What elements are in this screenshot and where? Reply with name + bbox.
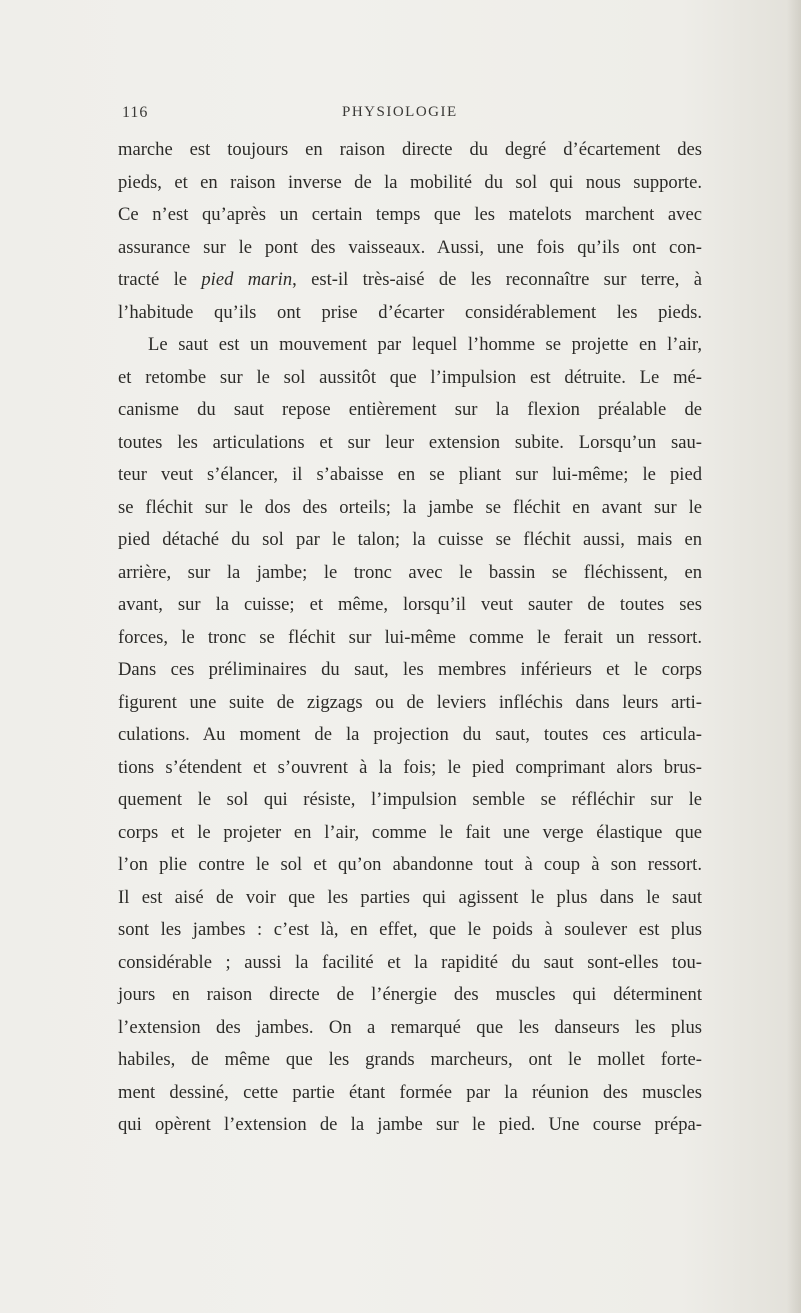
- text-line: jours en raison directe de l’énergie des muscles qui déterminent: [118, 984, 702, 1005]
- text-line: figurent une suite de zigzags ou de leviers infléchis dans leurs arti-: [118, 691, 702, 713]
- page-number: 116: [122, 104, 149, 121]
- text-line: qui opèrent l’extension de la jambe sur le pied. Une course prépa-: [118, 1114, 702, 1135]
- text-line: considérable ; aussi la facilité et la rapidité du saut sont-elles tou-: [118, 951, 702, 973]
- page-header: [122, 100, 682, 128]
- text-line: Il est aisé de voir que les parties qui agissent le plus dans le saut: [118, 886, 702, 908]
- text-line: pied détaché du sol par le talon; la cuisse se fléchit aussi, mais en: [118, 529, 702, 550]
- running-title: PHYSIOLOGIE: [342, 104, 458, 120]
- text-line: l’habitude qu’ils ont prise d’écarter considérablement les pieds.: [118, 301, 702, 323]
- text-line: l’extension des jambes. On a remarqué que les danseurs les plus: [118, 1016, 702, 1038]
- text-segment: , est-il très-aisé de les reconnaître sur terre, à: [292, 269, 702, 290]
- text-line: [118, 264, 702, 297]
- text-line: corps et le projeter en l’air, comme le fait une verge élastique que: [118, 821, 702, 843]
- text-line: toutes les articulations et sur leur extension subite. Lorsqu’un sau-: [118, 431, 702, 453]
- italic-term: pied marin: [201, 269, 293, 290]
- text-line: et retombe sur le sol aussitôt que l’impulsion est détruite. Le mé-: [118, 366, 702, 388]
- page-edge-shadow: [787, 0, 801, 1313]
- text-line: pieds, et en raison inverse de la mobilité du sol qui nous supporte.: [118, 171, 702, 193]
- text-line: tions s’étendent et s’ouvrent à la fois; le pied comprimant alors brus-: [118, 756, 702, 778]
- text-line: se fléchit sur le dos des orteils; la jambe se fléchit en avant sur le: [118, 496, 702, 518]
- text-segment: tracté le: [118, 269, 202, 290]
- text-line: culations. Au moment de la projection du saut, toutes ces articula-: [118, 724, 702, 745]
- text-line: sont les jambes : c’est là, en effet, que le poids à soulever est plus: [118, 919, 702, 940]
- text-line: teur veut s’élancer, il s’abaisse en se pliant sur lui-même; le pied: [118, 464, 702, 485]
- text-line: canisme du saut repose entièrement sur la flexion préalable de: [118, 399, 702, 420]
- body-text: [118, 134, 702, 1142]
- text-line: assurance sur le pont des vaisseaux. Aussi, une fois qu’ils ont con-: [118, 236, 702, 258]
- text-line: ment dessiné, cette partie étant formée par la réunion des muscles: [118, 1081, 702, 1103]
- text-line: Ce n’est qu’après un certain temps que les matelots marchent avec: [118, 204, 702, 225]
- text-line: marche est toujours en raison directe du degré d’écartement des: [118, 139, 702, 160]
- text-line: Dans ces préliminaires du saut, les membres inférieurs et le corps: [118, 659, 702, 680]
- text-line: quement le sol qui résiste, l’impulsion semble se réfléchir sur le: [118, 789, 702, 810]
- text-line: l’on plie contre le sol et qu’on abandonne tout à coup à son ressort.: [118, 854, 702, 875]
- text-line: arrière, sur la jambe; le tronc avec le bassin se fléchissent, en: [118, 561, 702, 583]
- text-line: forces, le tronc se fléchit sur lui-même comme le ferait un ressort.: [118, 626, 702, 648]
- paragraph-start-line: Le saut est un mouvement par lequel l’homme se projette en l’air,: [148, 334, 702, 355]
- text-line: habiles, de même que les grands marcheurs, ont le mollet forte-: [118, 1049, 702, 1070]
- text-line: avant, sur la cuisse; et même, lorsqu’il veut sauter de toutes ses: [118, 594, 702, 615]
